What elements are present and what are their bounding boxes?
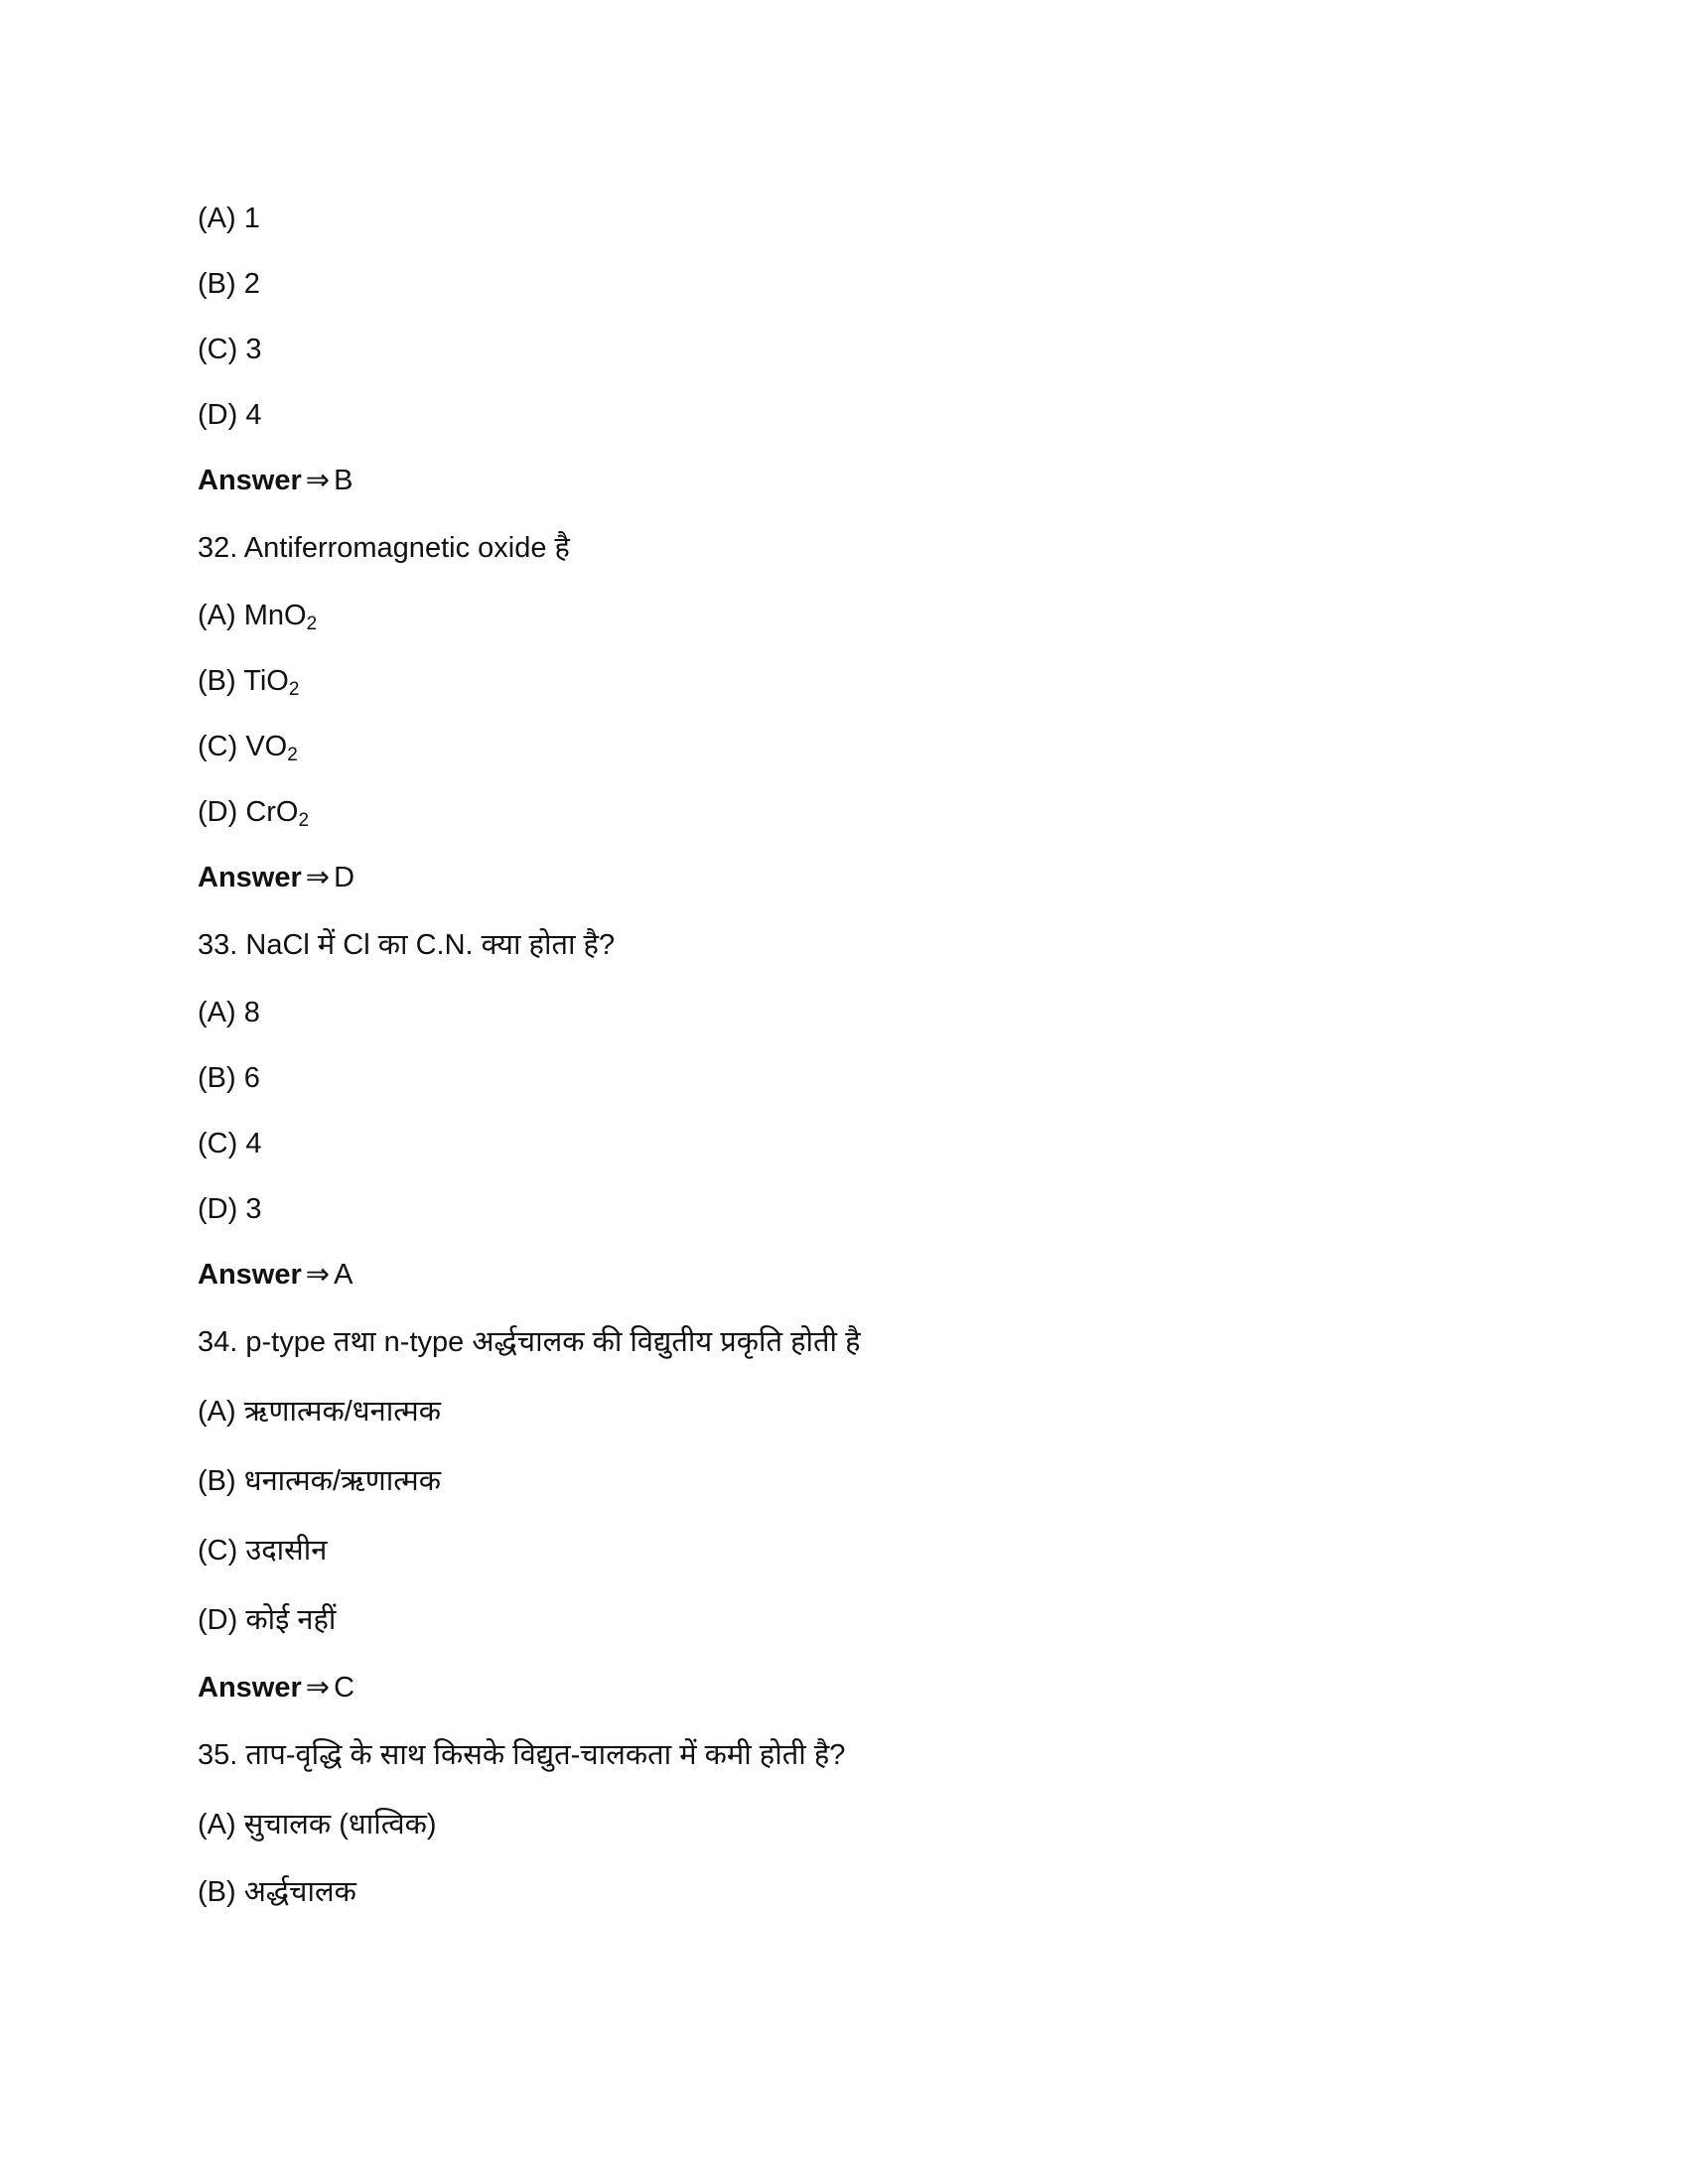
arrow-icon: ⇒: [305, 1672, 331, 1704]
answer-32: [198, 860, 354, 895]
answer-value: C: [334, 1672, 355, 1704]
answer-33: [198, 1257, 352, 1293]
option-32-a: (A) MnO$_2$: [198, 600, 318, 634]
option-34-d: (D) कोई नहीं: [198, 1604, 337, 1636]
answer-value: D: [334, 862, 355, 893]
option-33-b: (B) 6: [198, 1062, 260, 1094]
option-31-d: (D) 4: [198, 399, 262, 431]
answer-value: B: [334, 465, 353, 496]
answer-label: Answer: [198, 1672, 302, 1704]
answer-label: Answer: [198, 465, 302, 496]
question-33: 33. NaCl में Cl का C.N. क्या होता है?: [198, 929, 616, 961]
option-33-d: (D) 3: [198, 1193, 262, 1225]
answer-value: A: [334, 1259, 353, 1291]
option-31-a: (A) 1: [198, 203, 260, 234]
option-34-b: (B) धनात्मक/ऋणात्मक: [198, 1465, 441, 1497]
option-31-b: (B) 2: [198, 268, 260, 300]
arrow-icon: ⇒: [305, 1259, 331, 1291]
option-35-b: (B) अर्द्धचालक: [198, 1876, 356, 1908]
option-35-a: (A) सुचालक (धात्विक): [198, 1809, 437, 1841]
option-32-b: (B) TiO$_2$: [198, 665, 300, 700]
option-34-c: (C) उदासीन: [198, 1535, 328, 1567]
answer-label: Answer: [198, 862, 302, 893]
arrow-icon: ⇒: [305, 862, 331, 893]
option-32-c: (C) $VO_2$: [198, 731, 298, 765]
question-35: 35. ताप-वृद्धि के साथ किसके विद्युत-चालकता में कमी होती है?: [198, 1739, 846, 1771]
option-31-c: (C) 3: [198, 334, 262, 365]
answer-31: [198, 463, 352, 498]
answer-34: [198, 1670, 354, 1706]
option-33-c: (C) 4: [198, 1128, 262, 1160]
arrow-icon: ⇒: [305, 465, 331, 496]
option-34-a: (A) ऋणात्मक/धनात्मक: [198, 1396, 441, 1428]
option-32-d: (D) CrO$_2$: [198, 796, 310, 831]
option-33-a: (A) 8: [198, 997, 260, 1028]
question-32: 32. Antiferromagnetic oxide है: [198, 532, 570, 564]
question-34: 34. p-type तथा n-type अर्द्धचालक की विद्युतीय प्रकृति होती है: [198, 1326, 861, 1358]
answer-label: Answer: [198, 1259, 302, 1291]
